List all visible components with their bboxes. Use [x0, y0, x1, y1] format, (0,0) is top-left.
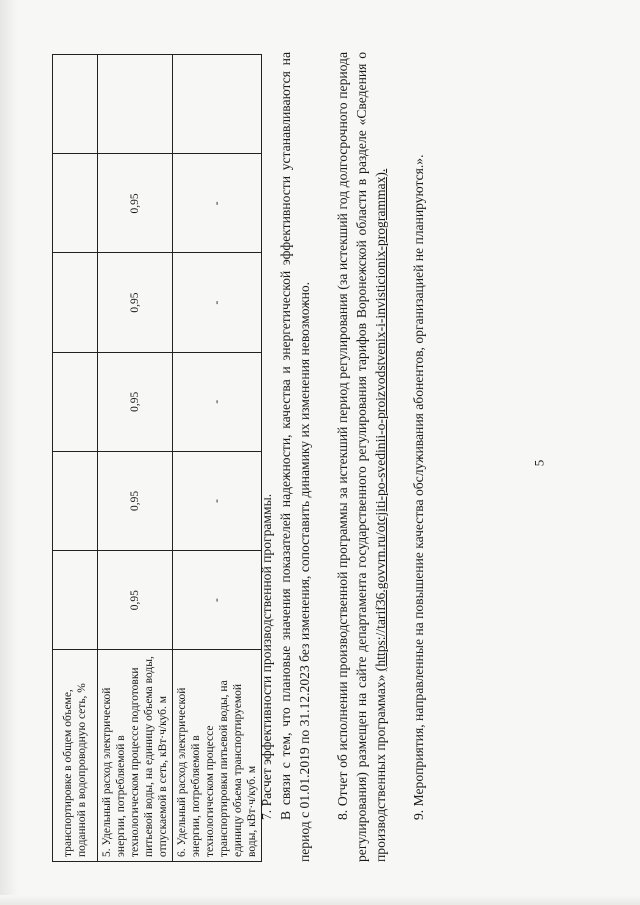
cell-value	[173, 55, 262, 154]
cell-value	[98, 55, 173, 154]
table-row	[173, 55, 262, 862]
section-7-heading: 7. Расчет эффективности производственной программы.	[259, 493, 274, 820]
cell-value: -	[173, 551, 262, 650]
table-row	[98, 55, 173, 862]
cell-value: -	[173, 352, 262, 451]
section-7-text: В связи с тем, что плановые значения показателей надежности, качества и энергетической эффективности устанавливаются на период с 01.01.2019 по 31.12.2023 без изменения, сопоставить динамику их изменения невозможно.	[278, 52, 312, 862]
cell-value: -	[173, 253, 262, 352]
table-row	[53, 55, 98, 862]
cell-value: 0,95	[98, 154, 173, 253]
section-8-text	[333, 52, 390, 862]
row-label: 5. Удельный расход электрической энергии, потребляемой в технологическом процессе подготовки питьевой воды, на единицу объема воды, отпускаемой в сеть, кВт·ч/куб. м	[98, 650, 173, 862]
document-body	[257, 52, 428, 862]
cell-value: 0,95	[98, 253, 173, 352]
cell-value	[53, 253, 98, 352]
row-label: 6. Удельный расход электрической энергии, потребляемой в технологическом процессе транспортировки питьевой воды, на единицу объема транспортируемой воды, кВт·ч/куб. м	[173, 650, 262, 862]
cell-value: 0,95	[98, 551, 173, 650]
indicators-table	[52, 54, 262, 862]
section-8-body: 8. Отчет об исполнении производственной программы за истекший период регулирования (за истекший год долгосрочного периода регулирования) размещен на сайте департамента государственного регулирования тарифов Воронежской области в разделе «Сведения о производственных программах»	[335, 52, 388, 862]
rotated-page-content	[52, 42, 462, 862]
cell-value	[53, 352, 98, 451]
page-number: 5	[530, 459, 546, 467]
section-8-link[interactable]: (https://tarif36.govvrn.ru/otcjiti-po-svedinii-o-proizvodstvenix-i-invisticionix-programmax).	[373, 168, 388, 672]
cell-value: 0,95	[98, 451, 173, 550]
scan-edge	[0, 0, 18, 905]
row-label: транспортировке в общем объеме, поданной в водопроводную сеть, %	[53, 650, 98, 862]
cell-value: 0,95	[98, 352, 173, 451]
scan-edge-bottom	[0, 895, 640, 905]
cell-value	[53, 154, 98, 253]
cell-value	[53, 551, 98, 650]
cell-value	[53, 451, 98, 550]
cell-value: -	[173, 451, 262, 550]
cell-value	[53, 55, 98, 154]
cell-value: -	[173, 154, 262, 253]
section-9-text: 9. Мероприятия, направленные на повышение качества обслуживания абонентов, организацией не планируются.».	[411, 154, 426, 820]
